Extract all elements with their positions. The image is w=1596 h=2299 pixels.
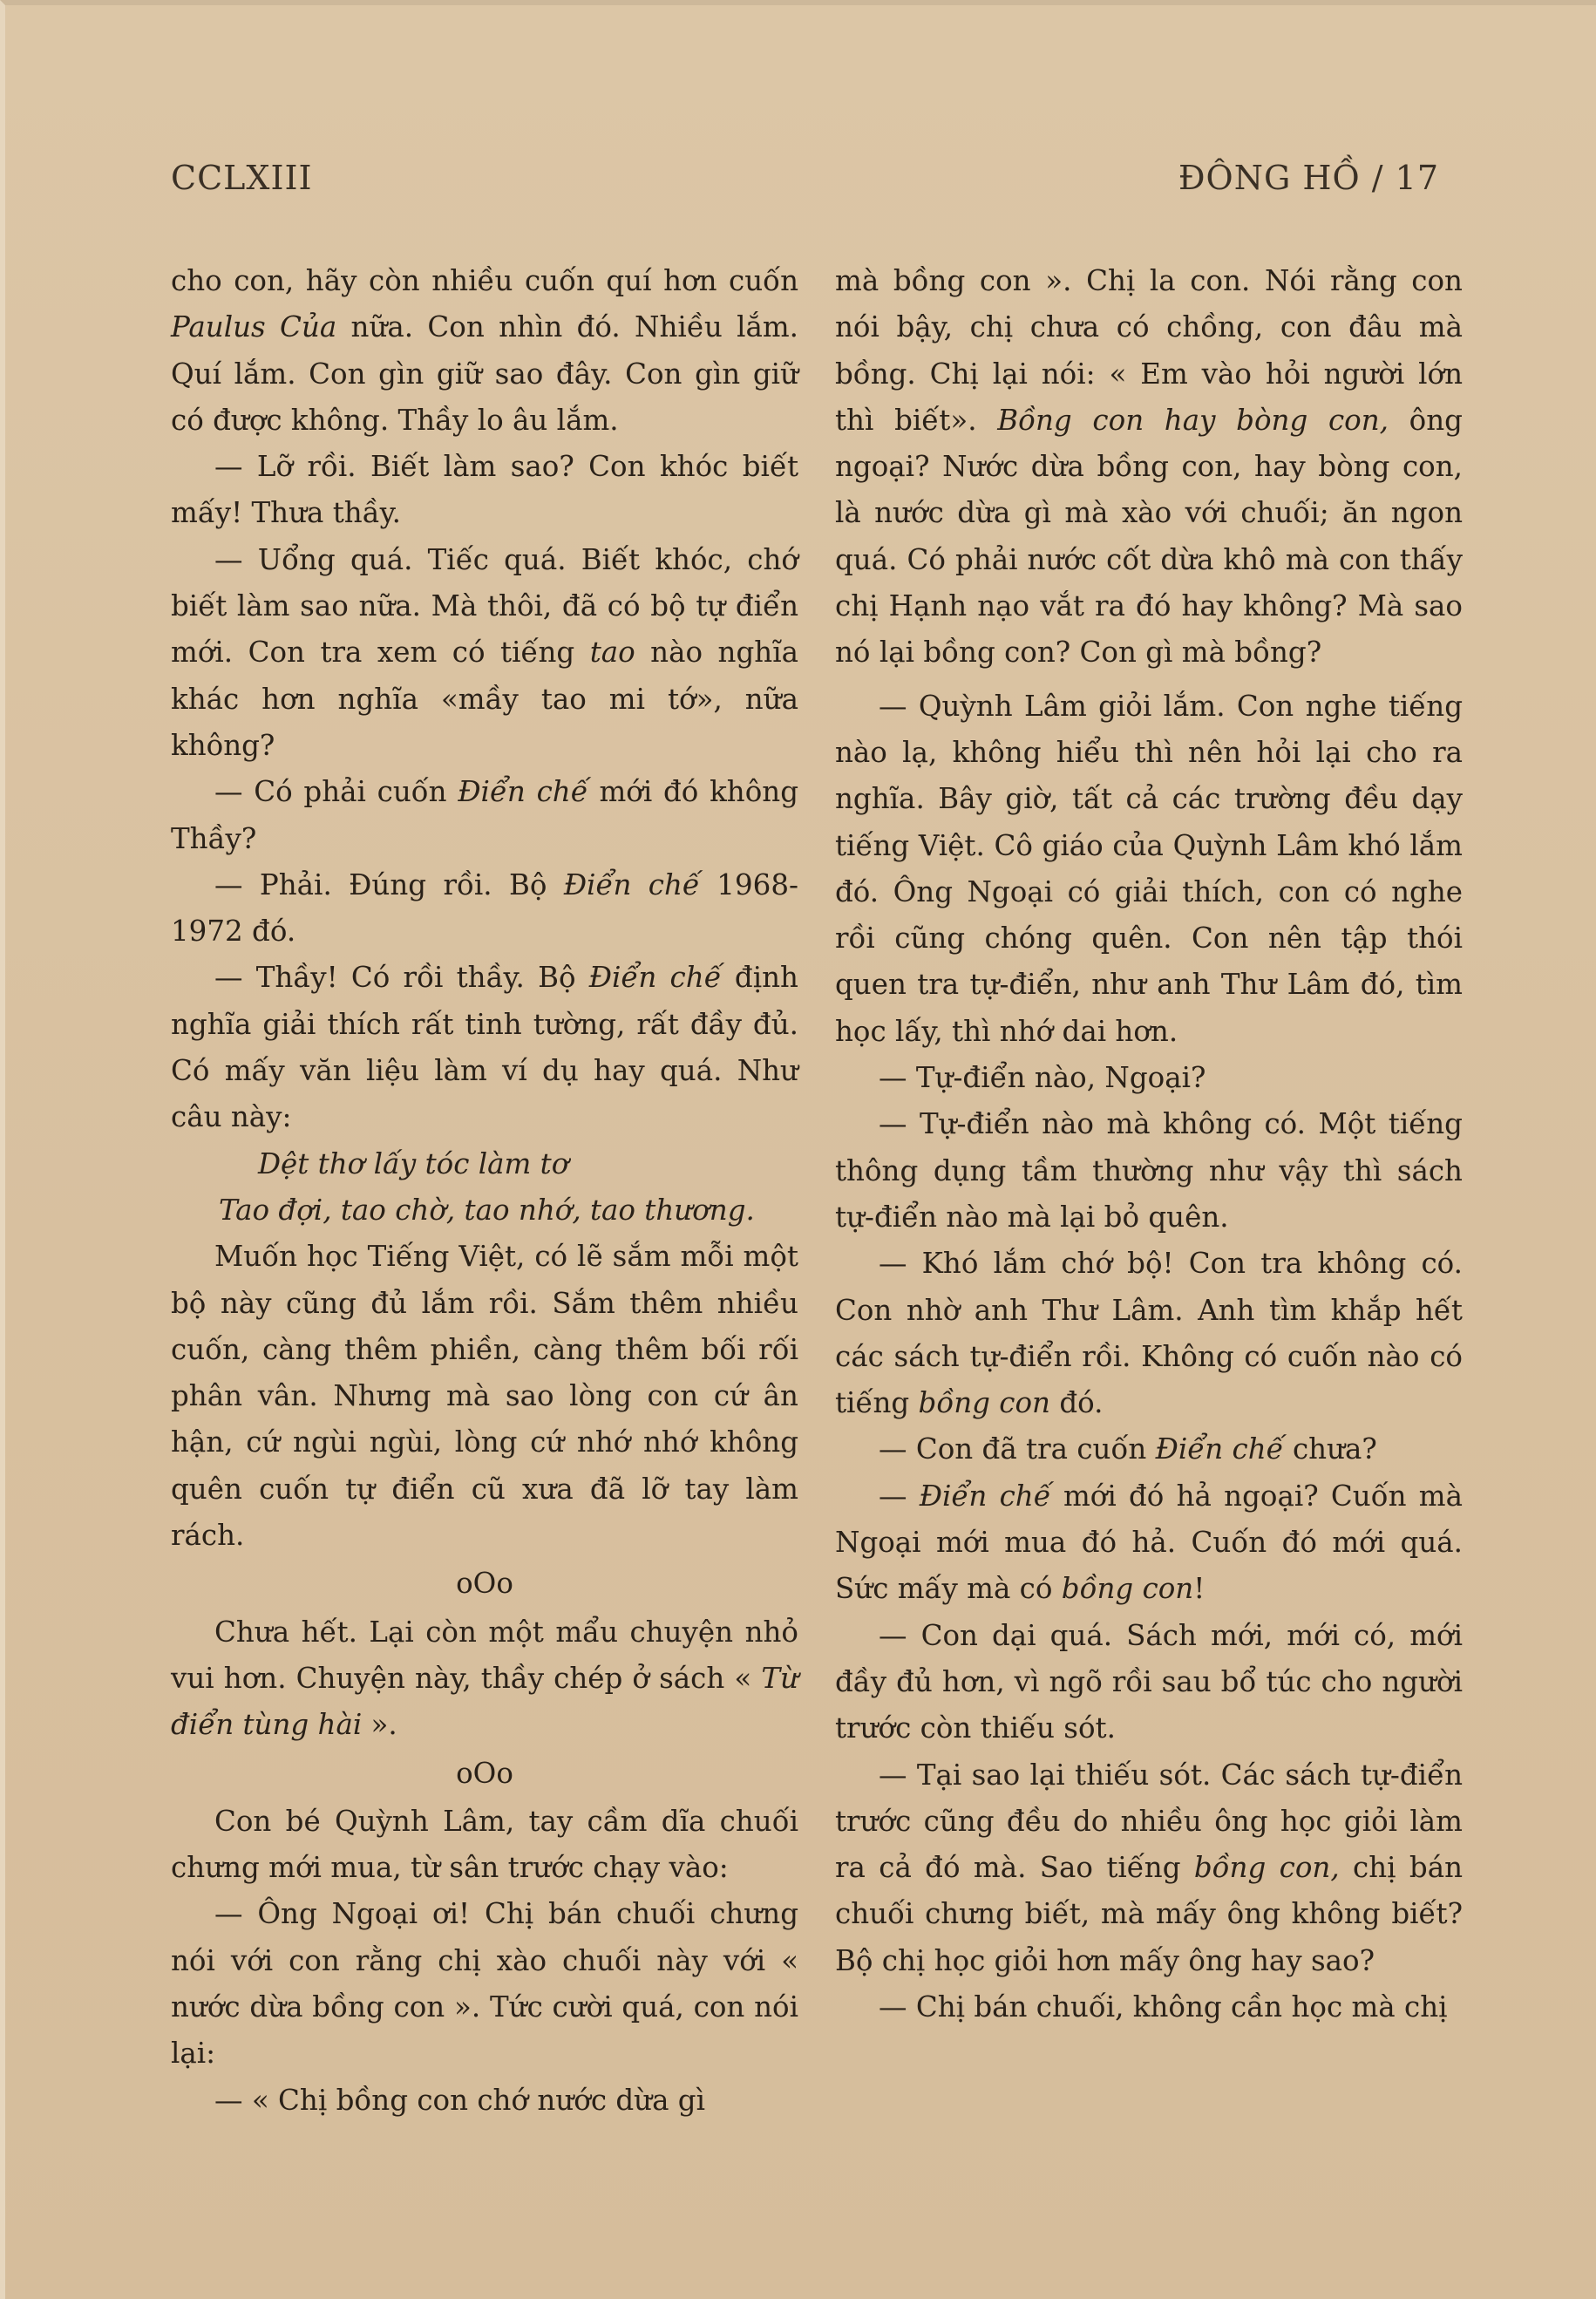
paragraph: — Ông Ngoại ơi! Chị bán chuối chưng nói với con rằng chị xào chuối này với « nước dừa bồng con ». Tức cười quá, con nói lại: [171,1897,798,2071]
paragraph: — « Chị bồng con chớ nước dừa gì [214,2083,705,2117]
paragraph: — Thầy! Có rồi thầy. Bộ Điển chế định nghĩa giải thích rất tinh tường, rất đầy đủ. Có mấy văn liệu làm ví dụ hay quá. Như câu này: [171,961,798,1134]
paragraph: Con bé Quỳnh Lâm, tay cầm dĩa chuối chưng mới mua, từ sân trước chạy vào: [171,1804,798,1885]
chapter-number: CCLXIII [171,159,313,197]
running-head: ĐÔNG HỒ / 17 [1178,159,1439,197]
right-column [835,258,1463,2030]
paragraph: mà bồng con ». Chị la con. Nói rằng con nói bậy, chị chưa có chồng, con đâu mà bồng. Chị lại nói: « Em vào hỏi người lớn thì biết». Bồng con hay bòng con, ông ngoại? Nước dừa bồng con, hay bòng con, là nước dừa gì mà xào với chuối; ăn ngon quá. Có phải nước cốt dừa khô mà con thấy chị Hạnh nạo vắt ra đó hay không? Mà sao nó lại bồng con? Con gì mà bồng? [835,264,1463,670]
paragraph: — Chị bán chuối, không cần học mà chị [879,1990,1448,2024]
paragraph: — Con dại quá. Sách mới, mới có, mới đầy đủ hơn, vì ngõ rồi sau bổ túc cho người trước còn thiếu sót. [835,1618,1463,1745]
paragraph: — Tự-điển nào mà không có. Một tiếng thông dụng tầm thường như vậy thì sách tự-điển nào mà lại bỏ quên. [835,1107,1463,1234]
section-separator: oOo [456,1756,513,1790]
paragraph: — Phải. Đúng rồi. Bộ Điển chế 1968-1972 đó. [171,867,798,949]
paragraph: — Tại sao lại thiếu sót. Các sách tự-điển trước cũng đều do nhiều ông học giỏi làm ra cả đó mà. Sao tiếng bồng con, chị bán chuối chưng biết, mà mấy ông không biết? Bộ chị học giỏi hơn mấy ông hay sao? [835,1758,1464,1977]
verse-line: Tao đợi, tao chờ, tao nhớ, tao thương. [219,1193,755,1227]
left-column [171,258,798,2124]
paragraph: — Khó lắm chớ bộ! Con tra không có. Con nhờ anh Thư Lâm. Anh tìm khắp hết các sách tự-điển rồi. Không có cuốn nào có tiếng bồng con đó. [835,1247,1463,1420]
paragraph: Muốn học Tiếng Việt, có lẽ sắm mỗi một bộ này cũng đủ lắm rồi. Sắm thêm nhiều cuốn, càng thêm phiền, càng thêm bối rối phân vân. Nhưng mà sao lòng con cứ ân hận, cứ ngùi ngùi, lòng cứ nhớ nhớ không quên cuốn tự điển cũ xưa đã lỡ tay làm rách. [171,1240,798,1553]
paragraph: — Quỳnh Lâm giỏi lắm. Con nghe tiếng nào lạ, không hiểu thì nên hỏi lại cho ra nghĩa. Bây giờ, tất cả các trường đều dạy tiếng Việt. Cô giáo của Quỳnh Lâm khó lắm đó. Ông Ngoại có giải thích, con có nghe rồi cũng chóng quên. Con nên tập thói quen tra tự-điển, như anh Thư Lâm đó, tìm học lấy, thì nhớ dai hơn. [835,689,1463,1048]
paragraph: — Tự-điển nào, Ngoại? [879,1061,1206,1095]
section-separator: oOo [456,1567,513,1601]
paragraph: — Điển chế mới đó hả ngoại? Cuốn mà Ngoại mới mua đó hả. Cuốn đó mới quá. Sức mấy mà có bồng con! [835,1479,1463,1606]
paragraph: — Uổng quá. Tiếc quá. Biết khóc, chớ biết làm sao nữa. Mà thôi, đã có bộ tự điển mới. Con tra xem có tiếng tao nào nghĩa khác hơn nghĩa «mầy tao mi tớ», nữa không? [171,542,798,762]
paragraph: — Có phải cuốn Điển chế mới đó không Thầy? [171,775,798,855]
paragraph: — Con đã tra cuốn Điển chế chưa? [879,1432,1377,1466]
verse-line: Dệt thơ lấy tóc làm tơ [258,1146,569,1180]
paragraph: cho con, hãy còn nhiều cuốn quí hơn cuốn Paulus Của nữa. Con nhìn đó. Nhiều lắm. Quí lắm. Con gìn giữ sao đây. Con gìn giữ có được không. Thầy lo âu lắm. [171,264,798,437]
paragraph: Chưa hết. Lại còn một mẩu chuyện nhỏ vui hơn. Chuyện này, thầy chép ở sách « Từ điển tùng hài ». [171,1615,798,1742]
paragraph: — Lỡ rồi. Biết làm sao? Con khóc biết mấy! Thưa thầy. [171,450,798,530]
